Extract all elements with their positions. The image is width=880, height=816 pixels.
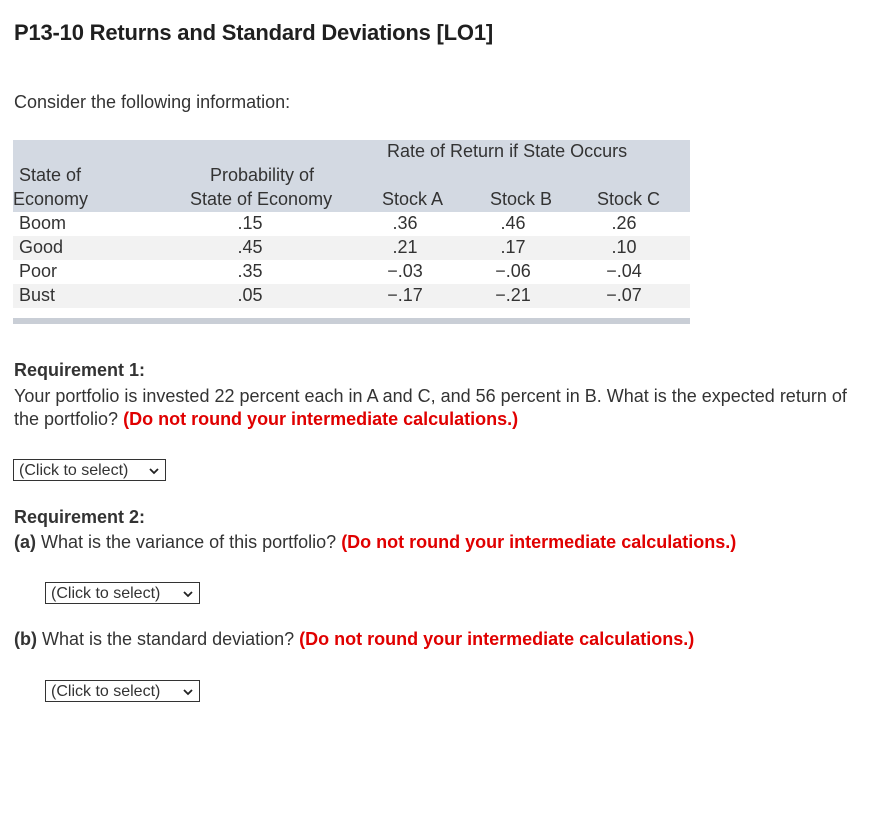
cell-stock-b: −.21: [495, 285, 531, 305]
part-a-label: (a): [14, 532, 36, 552]
chevron-down-icon: [181, 681, 195, 702]
select-value: (Click to select): [51, 683, 161, 700]
col-state-line2: Economy: [13, 189, 89, 209]
select-value: (Click to select): [51, 585, 161, 602]
requirement-1-text: [14, 385, 864, 431]
expected-return-select[interactable]: [13, 459, 166, 481]
requirement-1-question: Your portfolio is invested 22 percent each in A and C, and 56 percent in B. What is the expected return of the portfolio?: [14, 386, 847, 429]
cell-stock-c: −.04: [606, 261, 642, 281]
returns-table: [13, 140, 690, 324]
part-a-question: What is the variance of this portfolio?: [41, 532, 337, 552]
table-row: [13, 260, 690, 284]
requirement-1-heading: Requirement 1:: [14, 360, 146, 380]
part-b-label: (b): [14, 629, 37, 649]
part-a-note: (Do not round your intermediate calculations.): [341, 532, 737, 552]
group-header: Rate of Return if State Occurs: [387, 141, 628, 161]
cell-stock-c: .26: [611, 213, 637, 233]
cell-stock-c: −.07: [606, 285, 642, 305]
table-row: [13, 284, 690, 308]
cell-stock-a: −.03: [387, 261, 423, 281]
table-row: [13, 236, 690, 260]
cell-prob: .45: [237, 237, 263, 257]
cell-state: Boom: [19, 213, 67, 233]
cell-state: Poor: [19, 261, 58, 281]
cell-stock-b: −.06: [495, 261, 531, 281]
cell-state: Good: [19, 237, 64, 257]
page-title: P13-10 Returns and Standard Deviations [LO1]: [14, 20, 493, 45]
cell-stock-b: .17: [500, 237, 526, 257]
cell-prob: .35: [237, 261, 263, 281]
chevron-down-icon: [181, 583, 195, 604]
variance-select[interactable]: [45, 582, 200, 604]
intro-text: Consider the following information:: [14, 92, 291, 112]
chevron-down-icon: [147, 460, 161, 481]
select-value: (Click to select): [19, 462, 129, 479]
cell-state: Bust: [19, 285, 56, 305]
table-row: [13, 212, 690, 236]
requirement-2a-text: [14, 531, 864, 554]
col-prob-line2: State of Economy: [190, 189, 333, 209]
col-prob-line1: Probability of: [210, 165, 315, 185]
requirement-2-heading: Requirement 2:: [14, 507, 146, 527]
cell-stock-a: .21: [392, 237, 418, 257]
col-stock-c: Stock C: [597, 189, 661, 209]
cell-stock-a: −.17: [387, 285, 423, 305]
cell-stock-c: .10: [611, 237, 637, 257]
requirement-2b-text: [14, 628, 864, 651]
col-state-line1: State of: [19, 165, 82, 185]
cell-prob: .05: [237, 285, 263, 305]
table-bottom-rule: [13, 318, 690, 324]
cell-stock-b: .46: [500, 213, 526, 233]
table-header: [13, 140, 690, 212]
part-b-note: (Do not round your intermediate calculations.): [299, 629, 695, 649]
cell-prob: .15: [237, 213, 263, 233]
cell-stock-a: .36: [392, 213, 418, 233]
standard-deviation-select[interactable]: [45, 680, 200, 702]
col-stock-a: Stock A: [382, 189, 444, 209]
requirement-1-note: (Do not round your intermediate calculations.): [123, 409, 519, 429]
part-b-question: What is the standard deviation?: [42, 629, 295, 649]
col-stock-b: Stock B: [490, 189, 553, 209]
